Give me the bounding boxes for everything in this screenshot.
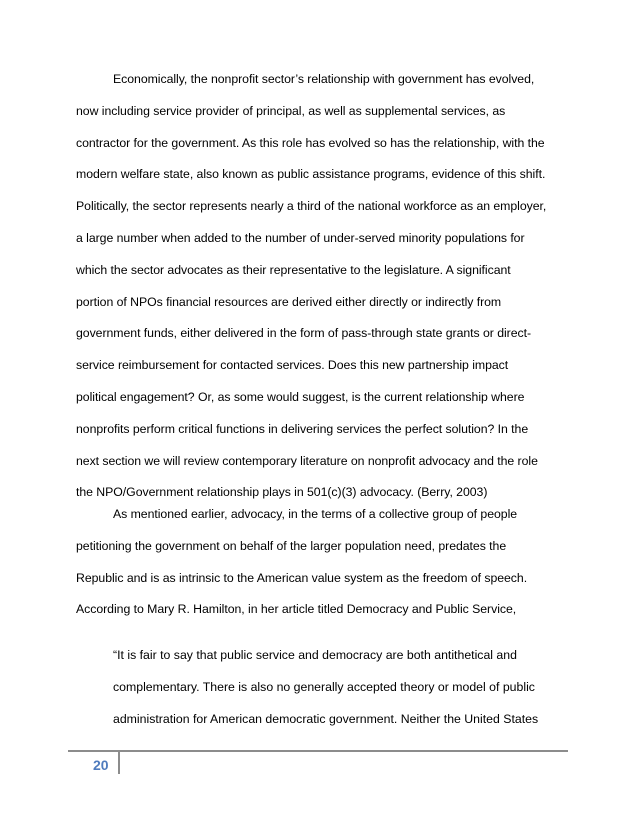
text-line: Politically, the sector represents nearly a third of the national workforce as an employer, xyxy=(76,199,547,214)
paragraph-advocacy-history xyxy=(76,499,568,626)
text-line: Republic and is as intrinsic to the American value system as the freedom of speech. xyxy=(76,570,528,585)
quote-line: “It is fair to say that public service and democracy are both antithetical and xyxy=(113,648,517,662)
paragraph-government-relationship xyxy=(76,64,568,509)
page-number: 20 xyxy=(93,757,109,773)
quote-line: administration for American democratic government. Neither the United States xyxy=(113,711,539,726)
text-line: the NPO/Government relationship plays in 501(c)(3) advocacy. (Berry, 2003) xyxy=(76,485,488,500)
text-line: next section we will review contemporary literature on nonprofit advocacy and the role xyxy=(76,453,538,468)
text-line: modern welfare state, also known as public assistance programs, evidence of this shift. xyxy=(76,167,546,182)
footer-divider xyxy=(68,750,568,752)
block-quote xyxy=(113,640,573,735)
text-line: now including service provider of principal, as well as supplemental services, as xyxy=(76,103,506,118)
text-line: Economically, the nonprofit sector’s relationship with government has evolved, xyxy=(113,72,535,86)
text-line: which the sector advocates as their representative to the legislature. A significant xyxy=(76,262,511,277)
text-line: government funds, either delivered in the form of pass-through state grants or direct- xyxy=(76,326,532,341)
page-number-separator xyxy=(118,752,120,774)
text-line: portion of NPOs financial resources are derived either directly or indirectly from xyxy=(76,294,502,309)
text-line: political engagement? Or, as some would suggest, is the current relationship where xyxy=(76,389,525,404)
text-line: As mentioned earlier, advocacy, in the terms of a collective group of people xyxy=(113,507,518,521)
text-line: petitioning the government on behalf of the larger population need, predates the xyxy=(76,538,507,553)
text-line: According to Mary R. Hamilton, in her article titled Democracy and Public Service, xyxy=(76,602,517,617)
text-line: contractor for the government. As this role has evolved so has the relationship, with the xyxy=(76,135,545,150)
text-line: service reimbursement for contacted services. Does this new partnership impact xyxy=(76,358,509,373)
text-line: a large number when added to the number of under-served minority populations for xyxy=(76,230,525,245)
quote-line: complementary. There is also no generally accepted theory or model of public xyxy=(113,679,535,694)
text-line: nonprofits perform critical functions in delivering services the perfect solution? In the xyxy=(76,421,529,436)
